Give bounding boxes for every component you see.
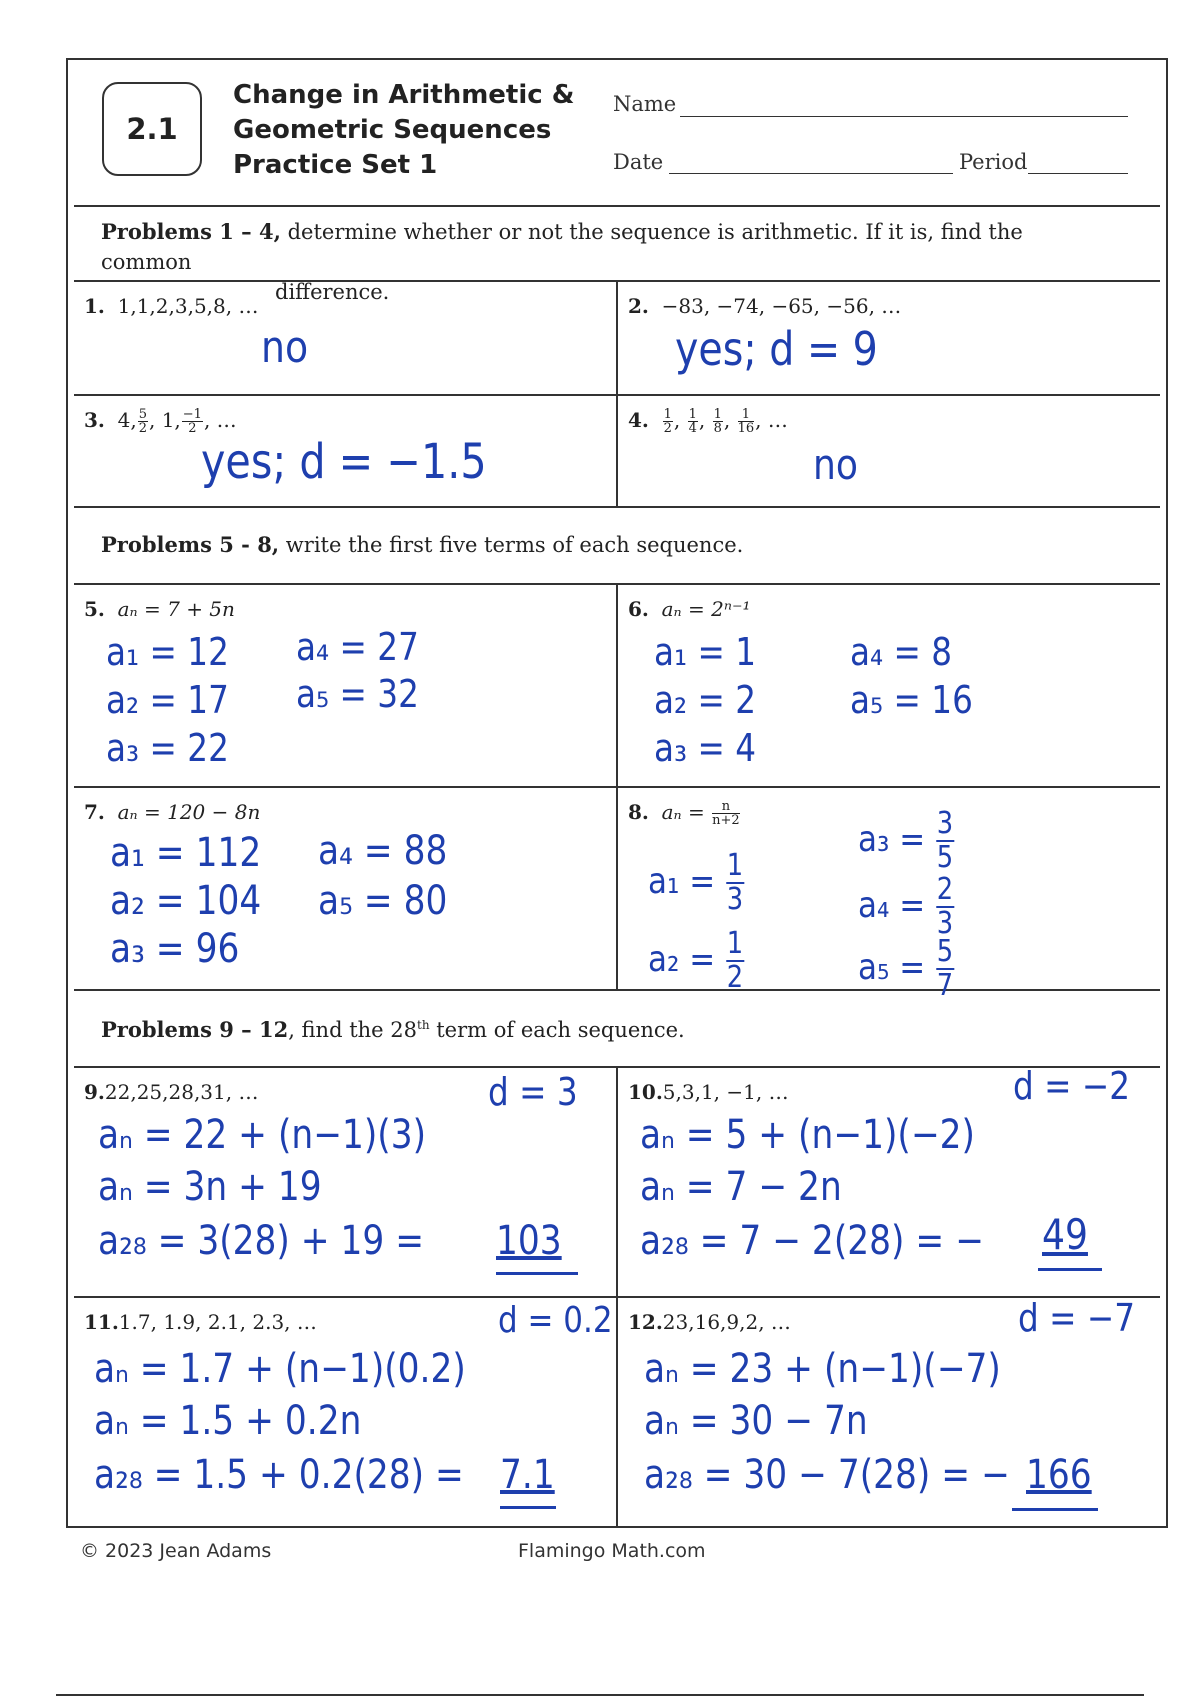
problem-6-term-4: a₄ = 8 (850, 630, 953, 674)
name-field[interactable] (680, 116, 1128, 117)
problem-6-term-1: a₁ = 1 (654, 630, 757, 674)
date-label: Date (613, 150, 664, 174)
problem-9-prompt: 9.22,25,28,31, … (84, 1080, 259, 1104)
title-line-3: Practice Set 1 (233, 150, 438, 180)
problem-8-term-4: a₄ = $\frac{2}{3}$ (858, 872, 954, 941)
worksheet (66, 58, 1168, 1528)
problem-7-term-2: a₂ = 104 (110, 878, 262, 924)
problem-9-result: 103 (496, 1218, 562, 1264)
problem-7-term-1: a₁ = 112 (110, 830, 262, 876)
site-link[interactable]: Flamingo Math.com (518, 1540, 706, 1562)
problem-4-answer: no (813, 440, 859, 489)
bottom-rule (56, 1694, 1144, 1696)
divider (74, 506, 1160, 508)
problem-6-term-3: a₃ = 4 (654, 726, 757, 770)
underline (1038, 1268, 1102, 1271)
problem-8-prompt: 8. aₙ = $\frac{n}{n+2}$ (628, 799, 740, 828)
section-instructions-1-4: Problems 1 – 4, determine whether or not the sequence is arithmetic. If it is, find the common difference. (101, 219, 1023, 304)
problem-11-simplified: aₙ = 1.5 + 0.2n (94, 1398, 362, 1444)
problem-8-term-1: a₁ = $\frac{1}{3}$ (648, 848, 744, 917)
underline (1012, 1508, 1098, 1511)
problem-8-term-5: a₅ = $\frac{5}{7}$ (858, 934, 954, 1003)
problem-5-term-5: a₅ = 32 (296, 672, 419, 716)
problem-8-term-2: a₂ = $\frac{1}{2}$ (648, 926, 744, 995)
problem-7-term-5: a₅ = 80 (318, 878, 448, 924)
date-field[interactable] (669, 173, 953, 174)
name-label: Name (613, 92, 677, 116)
problem-11-common-difference: d = 0.2 (498, 1300, 613, 1341)
problem-10-simplified: aₙ = 7 − 2n (640, 1164, 842, 1210)
problem-7-prompt: 7. aₙ = 120 − 8n (84, 800, 261, 824)
title-line-1: Change in Arithmetic & (233, 80, 575, 110)
problem-12-evaluation: a₂₈ = 30 − 7(28) = − (644, 1452, 1010, 1498)
problem-12-prompt: 12.23,16,9,2, … (628, 1310, 791, 1334)
problem-6-term-2: a₂ = 2 (654, 678, 757, 722)
lesson-number: 2.1 (126, 112, 178, 146)
problem-11-formula: aₙ = 1.7 + (n−1)(0.2) (94, 1346, 466, 1392)
period-field[interactable] (1028, 173, 1128, 174)
problem-7-term-4: a₄ = 88 (318, 828, 448, 874)
problem-6-term-5: a₅ = 16 (850, 678, 973, 722)
problem-2-prompt: 2. −83, −74, −65, −56, … (628, 294, 902, 318)
problem-11-result: 7.1 (500, 1452, 555, 1498)
problem-12-simplified: aₙ = 30 − 7n (644, 1398, 868, 1444)
problem-6-prompt: 6. aₙ = 2ⁿ⁻¹ (628, 597, 751, 621)
problem-5-term-1: a₁ = 12 (106, 630, 229, 674)
problem-5-term-4: a₄ = 27 (296, 625, 419, 669)
problem-4-prompt: 4. $\frac{1}{2}$ , $\frac{1}{4}$ , $\frac{1}{8}$ , $\frac{1}{16}$ , … (628, 407, 788, 436)
section-instructions-9-12: Problems 9 – 12, find the 28th term of each sequence. (101, 1017, 685, 1042)
period-label: Period (959, 150, 1028, 174)
problem-10-common-difference: d = −2 (1013, 1064, 1131, 1108)
problem-12-formula: aₙ = 23 + (n−1)(−7) (644, 1346, 1001, 1392)
column-divider (616, 583, 618, 989)
problem-3-prompt: 3. 4, $\frac{5}{2}$ , 1, $\frac{-1}{2}$ , … (84, 407, 237, 436)
problem-9-formula: aₙ = 22 + (n−1)(3) (98, 1112, 427, 1158)
problem-5-term-2: a₂ = 17 (106, 678, 229, 722)
problem-2-answer: yes; d = 9 (675, 322, 878, 376)
problem-10-prompt: 10.5,3,1, −1, … (628, 1080, 789, 1104)
problem-12-result: 166 (1026, 1452, 1092, 1498)
problem-9-evaluation: a₂₈ = 3(28) + 19 = (98, 1218, 425, 1264)
column-divider (616, 1066, 618, 1526)
divider (74, 205, 1160, 207)
underline (496, 1272, 578, 1275)
problem-5-prompt: 5. aₙ = 7 + 5n (84, 597, 235, 621)
problem-9-simplified: aₙ = 3n + 19 (98, 1164, 322, 1210)
underline (500, 1506, 556, 1509)
problem-12-common-difference: d = −7 (1018, 1296, 1136, 1340)
title-line-2: Geometric Sequences (233, 115, 552, 145)
problem-9-common-difference: d = 3 (488, 1070, 578, 1114)
problem-1-prompt: 1. 1,1,2,3,5,8, … (84, 294, 259, 318)
copyright: © 2023 Jean Adams (80, 1540, 272, 1562)
section-instructions-5-8: Problems 5 - 8, write the first five terms of each sequence. (101, 532, 744, 557)
problem-7-term-3: a₃ = 96 (110, 926, 240, 972)
problem-3-answer: yes; d = −1.5 (201, 434, 487, 490)
problem-8-term-3: a₃ = $\frac{3}{5}$ (858, 806, 954, 875)
problem-1-answer: no (261, 322, 309, 373)
problem-11-prompt: 11.1.7, 1.9, 2.1, 2.3, … (84, 1310, 317, 1334)
problem-5-term-3: a₃ = 22 (106, 726, 229, 770)
worksheet-title (233, 78, 574, 183)
problem-11-evaluation: a₂₈ = 1.5 + 0.2(28) = (94, 1452, 464, 1498)
column-divider (616, 280, 618, 506)
problem-10-evaluation: a₂₈ = 7 − 2(28) = − (640, 1218, 984, 1264)
problem-10-result: 49 (1042, 1210, 1088, 1259)
lesson-badge (102, 82, 202, 176)
problem-10-formula: aₙ = 5 + (n−1)(−2) (640, 1112, 975, 1158)
divider (74, 989, 1160, 991)
